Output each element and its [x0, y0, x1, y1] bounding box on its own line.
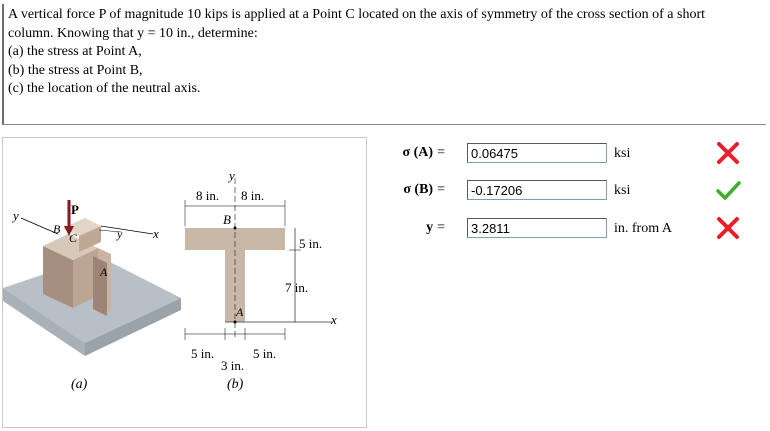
answer-unit-stress-b: ksi	[614, 183, 631, 198]
problem-line-2: column. Knowing that y = 10 in., determine:	[8, 25, 258, 41]
label-y-dim-a: y	[117, 227, 123, 241]
label-y-left: y	[13, 208, 19, 223]
label-C: C	[69, 231, 78, 245]
stress-b-input[interactable]	[467, 180, 607, 200]
label-5in-bottom-right: 5 in.	[253, 346, 277, 361]
caption-b: (b)	[227, 377, 244, 392]
label-A-left: A	[100, 265, 108, 279]
answer-label-stress-b	[403, 182, 445, 198]
incorrect-x-icon	[715, 215, 741, 241]
answer-label-neutral-axis	[426, 220, 445, 236]
answer-row-stress-b	[380, 180, 765, 202]
label-8in-left: 8 in.	[196, 188, 220, 203]
label-A-right: A	[236, 305, 244, 319]
problem-line-4: (b) the stress at Point B,	[8, 62, 143, 78]
incorrect-x-icon	[715, 140, 741, 166]
figure-drawing	[3, 138, 368, 429]
neutral-axis-input[interactable]	[467, 218, 607, 238]
label-8in-right: 8 in.	[241, 188, 265, 203]
answer-unit-neutral-axis: in. from A	[614, 221, 672, 236]
problem-line-3: (a) the stress at Point A,	[8, 44, 142, 59]
x-axis-mid-line	[101, 226, 153, 234]
section-point-B	[234, 227, 237, 230]
answer-eq-stress-a: =	[437, 145, 445, 160]
answer-eq-stress-b: =	[437, 182, 445, 197]
answer-label-stress-a-text: σ (A)	[402, 145, 434, 160]
answer-row-stress-a	[380, 143, 765, 165]
problem-figure	[2, 137, 367, 428]
problem-line-1	[8, 6, 766, 25]
stress-a-input[interactable]	[467, 143, 607, 163]
answer-label-stress-a	[403, 145, 445, 161]
label-3in: 3 in.	[221, 358, 245, 373]
problem-line-1-text: A vertical force P of magnitude 10 kips is applied at a Point C located on the axis of symmetry of the cross section of a short	[8, 7, 705, 22]
problem-statement	[2, 4, 766, 125]
correct-check-icon	[715, 177, 741, 203]
answer-label-stress-b-text: σ (B)	[403, 182, 434, 197]
label-x-right: x	[331, 312, 337, 327]
label-P: P	[71, 202, 79, 217]
label-7in: 7 in.	[285, 280, 309, 295]
answer-label-neutral-axis-text: y	[426, 220, 434, 235]
caption-a: (a)	[71, 377, 88, 392]
answer-eq-neutral-axis: =	[437, 220, 445, 235]
label-5in-right: 5 in.	[299, 236, 323, 251]
problem-line-5: (c) the location of the neutral axis.	[8, 81, 201, 96]
answer-row-neutral-axis	[380, 218, 765, 240]
label-y-top: y	[229, 168, 235, 183]
section-point-A	[234, 321, 237, 324]
label-x-mid: x	[153, 226, 159, 241]
label-5in-bottom-left: 5 in.	[191, 346, 215, 361]
answer-unit-stress-a: ksi	[614, 146, 631, 161]
label-B-left: B	[53, 222, 61, 236]
label-B-right: B	[223, 212, 231, 227]
